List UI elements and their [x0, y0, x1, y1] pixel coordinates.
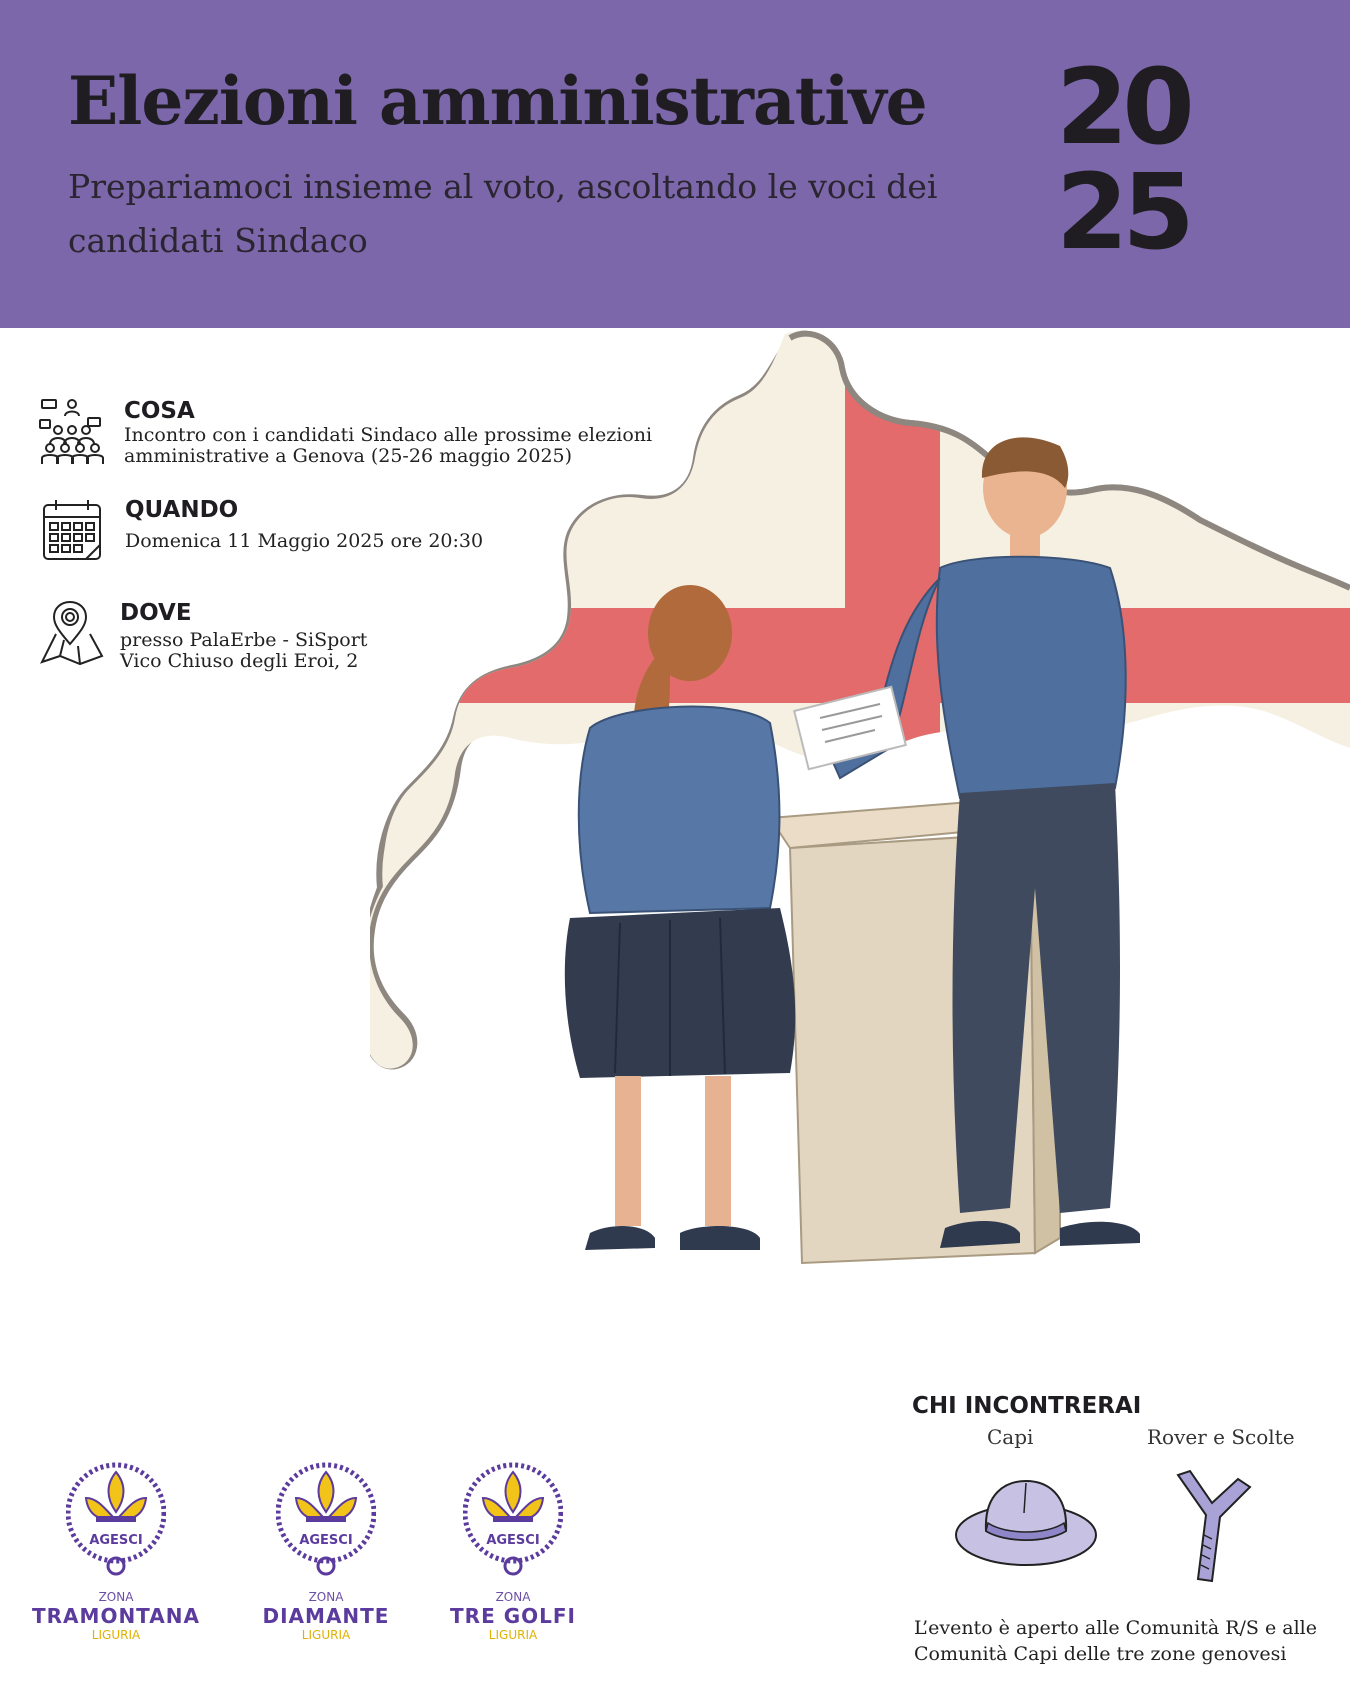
badge-emblem-text: AGESCI [299, 1533, 353, 1548]
dove-text [120, 630, 367, 672]
agesci-emblem-icon [276, 1458, 376, 1588]
badge-zone-name: TRE GOLFI [450, 1604, 576, 1628]
page-subtitle: Prepariamoci insieme al voto, ascoltando le voci dei candidati Sindaco [68, 167, 938, 260]
cosa-label: COSA [124, 398, 195, 424]
badge-zona-label: ZONA [98, 1590, 134, 1604]
audience-meeting-icon [38, 398, 106, 466]
header-banner [0, 0, 1350, 328]
year-top: 20 [1056, 46, 1189, 168]
info-cosa [38, 398, 678, 478]
badge-zona-tramontana [16, 1458, 216, 1648]
badge-region: LIGURIA [91, 1628, 141, 1642]
event-note: L’evento è aperto alle Comunità R/S e alle Comunità Capi delle tre zone genovesi [914, 1617, 1317, 1665]
cosa-line-2: amministrative a Genova (25-26 maggio 2025) [124, 445, 573, 467]
year-bottom: 25 [1056, 151, 1189, 273]
scout-hat-icon [946, 1473, 1106, 1573]
badge-zona-tre-golfi [413, 1458, 613, 1648]
chi-title: CHI INCONTRERAI [912, 1393, 1142, 1419]
dove-label: DOVE [120, 600, 192, 626]
badge-zone-name: TRAMONTANA [32, 1604, 200, 1628]
badge-zone-name: DIAMANTE [262, 1604, 390, 1628]
agesci-emblem-icon [66, 1458, 166, 1588]
page-title: Elezioni amministrative [68, 62, 927, 140]
dove-line-1: presso PalaErbe - SiSport [120, 629, 368, 651]
liguria-map-with-scouts-illustration [370, 328, 1350, 1388]
rover-label: Rover e Scolte [1147, 1425, 1295, 1449]
info-quando [38, 497, 678, 567]
badge-region: LIGURIA [301, 1628, 351, 1642]
quando-text: Domenica 11 Maggio 2025 ore 20:30 [125, 530, 484, 552]
capi-label: Capi [987, 1425, 1034, 1449]
badge-emblem-text: AGESCI [89, 1533, 143, 1548]
dove-line-2: Vico Chiuso degli Eroi, 2 [120, 650, 359, 672]
info-dove [38, 600, 678, 680]
cosa-line-1: Incontro con i candidati Sindaco alle prossime elezioni [124, 424, 653, 446]
badge-zona-label: ZONA [495, 1590, 531, 1604]
chi-incontrerai-section [912, 1393, 1332, 1683]
forked-branch-icon [1160, 1465, 1260, 1585]
quando-label: QUANDO [125, 497, 239, 523]
badge-zona-label: ZONA [308, 1590, 344, 1604]
cosa-text [124, 425, 652, 467]
agesci-emblem-icon [463, 1458, 563, 1588]
badge-emblem-text: AGESCI [486, 1533, 540, 1548]
calendar-icon [38, 497, 106, 565]
map-pin-icon [38, 600, 106, 668]
badge-zona-diamante [226, 1458, 426, 1648]
badge-region: LIGURIA [488, 1628, 538, 1642]
